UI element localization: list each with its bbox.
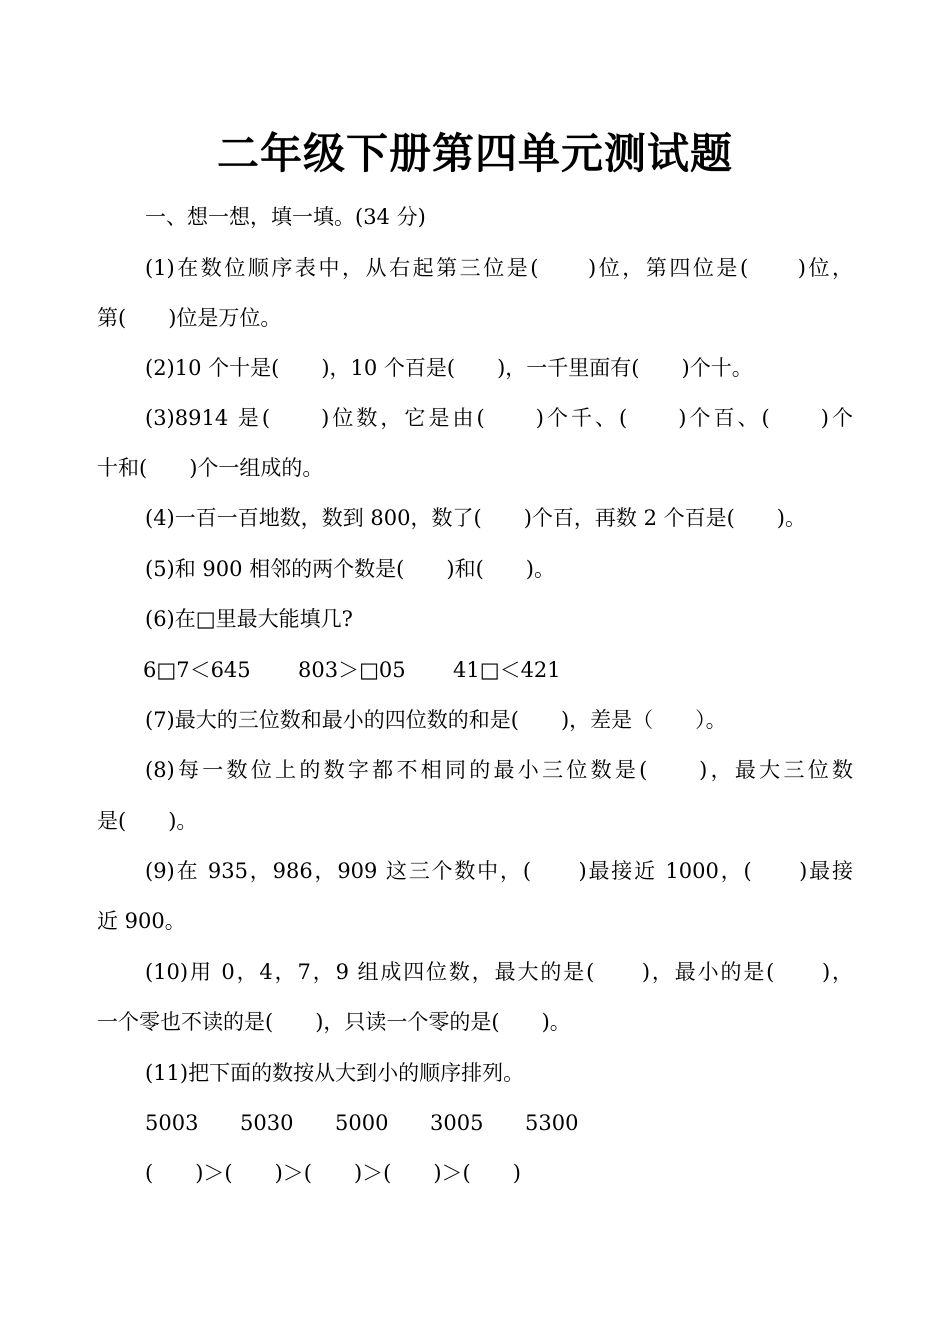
question-2: (2)10 个十是( )，10 个百是( )，一千里面有( )个十。 [145, 356, 753, 380]
question-3-line-1: (3)8914 是( )位数，它是由( )个千、( )个百、( )个 [145, 406, 853, 430]
question-11-number: 5000 [335, 1111, 389, 1135]
question-11-number: 3005 [430, 1111, 484, 1135]
question-7: (7)最大的三位数和最小的四位数的和是( )，差是（ ）。 [145, 708, 727, 732]
question-1-line-2: 第( )位是万位。 [97, 306, 282, 330]
question-1-line-1: (1)在数位顺序表中，从右起第三位是( )位，第四位是( )位， [145, 256, 853, 280]
question-10-line-1: (10)用 0，4，7，9 组成四位数，最大的是( )，最小的是( )， [145, 960, 853, 984]
section-heading: 一、想一想，填一填。(34 分) [145, 205, 426, 229]
question-11-number: 5030 [240, 1111, 294, 1135]
question-9-line-2: 近 900。 [97, 909, 186, 933]
question-5: (5)和 900 相邻的两个数是( )和( )。 [145, 557, 555, 581]
question-3-line-2: 十和( )个一组成的。 [97, 456, 324, 480]
page-title: 二年级下册第四单元测试题 [216, 129, 733, 178]
question-8-line-2: 是( )。 [97, 809, 198, 833]
question-11-number: 5003 [145, 1111, 199, 1135]
question-11-number: 5300 [525, 1111, 579, 1135]
question-11: (11)把下面的数按从大到小的顺序排列。 [145, 1061, 525, 1085]
question-9-line-1: (9)在 935，986，909 这三个数中，( )最接近 1000，( )最接 [145, 859, 853, 883]
question-6-item: 6□7＜645 [143, 658, 251, 682]
question-6-item: 803＞□05 [298, 658, 406, 682]
question-11-answer-blanks: ( )＞( )＞( )＞( )＞( ) [145, 1161, 521, 1185]
question-8-line-1: (8)每一数位上的数字都不相同的最小三位数是( )，最大三位数 [145, 758, 853, 782]
question-4: (4)一百一百地数，数到 800，数了( )个百，再数 2 个百是( )。 [145, 506, 806, 530]
question-6: (6)在□里最大能填几? [145, 607, 353, 631]
question-10-line-2: 一个零也不读的是( )，只读一个零的是( )。 [97, 1010, 571, 1034]
question-6-item: 41□＜421 [453, 658, 561, 682]
